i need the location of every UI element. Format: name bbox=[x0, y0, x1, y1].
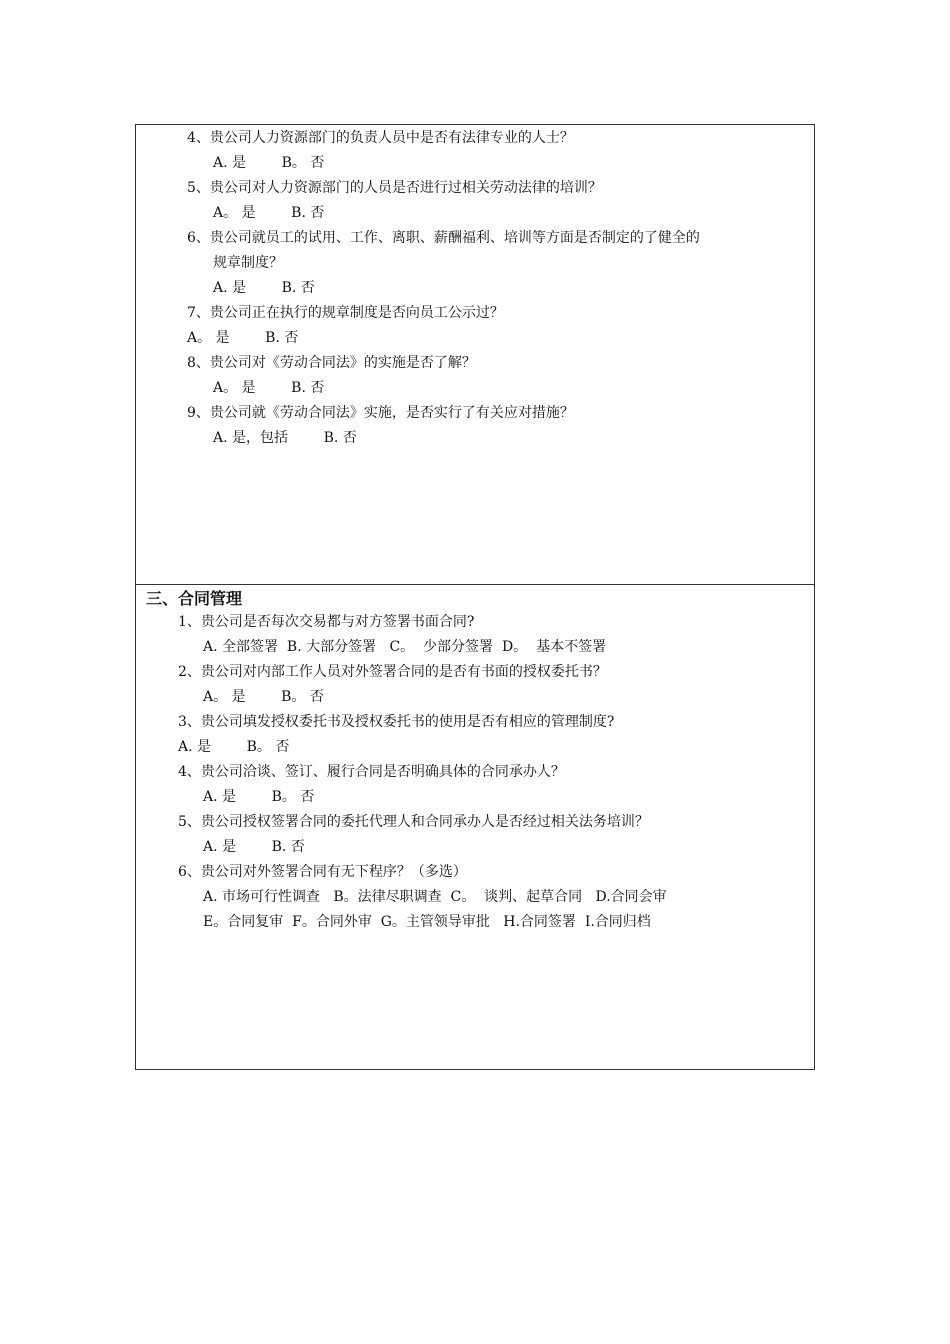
question-8: 8、贵公司对《劳动合同法》的实施是否了解？ bbox=[187, 355, 476, 371]
question-6: 6、贵公司就员工的试用、工作、离职、薪酬福利、培训等方面是否制定的了健全的 bbox=[187, 230, 700, 246]
question-5-options: A。 是 B. 否 bbox=[213, 205, 325, 221]
question-9: 9、贵公司就《劳动合同法》实施，是否实行了有关应对措施？ bbox=[187, 405, 574, 421]
question-9-options: A. 是，包括 B. 否 bbox=[213, 430, 357, 446]
questionnaire-table bbox=[135, 124, 815, 1070]
question-6-cont: 规章制度？ bbox=[213, 255, 283, 271]
contract-question-6: 6、贵公司对外签署合同有无下程序？（多选） bbox=[178, 864, 467, 880]
contract-question-5-options: A. 是 B. 否 bbox=[203, 839, 305, 855]
contract-question-3: 3、贵公司填发授权委托书及授权委托书的使用是否有相应的管理制度? bbox=[178, 714, 615, 730]
contract-question-2: 2、贵公司对内部工作人员对外签署合同的是否有书面的授权委托书？ bbox=[178, 664, 607, 680]
contract-question-1-options: A. 全部签署 B. 大部分签署 C。 少部分签署 D。 基本不签署 bbox=[203, 639, 607, 655]
question-8-options: A。 是 B. 否 bbox=[213, 380, 325, 396]
question-6-options: A. 是 B. 否 bbox=[213, 280, 315, 296]
question-7: 7、贵公司正在执行的规章制度是否向员工公示过？ bbox=[187, 305, 504, 321]
question-4: 4、贵公司人力资源部门的负责人员中是否有法律专业的人士？ bbox=[187, 130, 574, 146]
section-title: 三、合同管理 bbox=[146, 589, 243, 608]
hr-section-cell bbox=[136, 125, 814, 585]
contract-question-4-options: A. 是 B。 否 bbox=[203, 789, 315, 805]
contract-question-3-options: A. 是 B。 否 bbox=[178, 739, 290, 755]
question-4-options: A. 是 B。 否 bbox=[213, 155, 325, 171]
contract-question-1: 1、贵公司是否每次交易都与对方签署书面合同? bbox=[178, 614, 475, 630]
question-5: 5、贵公司对人力资源部门的人员是否进行过相关劳动法律的培训？ bbox=[187, 180, 602, 196]
contract-section-cell bbox=[136, 585, 814, 1069]
contract-question-6-options-row1: A. 市场可行性调查 B。法律尽职调查 C。 谈判、起草合同 D.合同会审 bbox=[203, 889, 667, 905]
contract-question-4: 4、贵公司洽谈、签订、履行合同是否明确具体的合同承办人？ bbox=[178, 764, 565, 780]
question-7-options: A。 是 B. 否 bbox=[187, 330, 299, 346]
contract-question-5: 5、贵公司授权签署合同的委托代理人和合同承办人是否经过相关法务培训？ bbox=[178, 814, 649, 830]
contract-question-2-options: A。 是 B。 否 bbox=[203, 689, 324, 705]
contract-question-6-options-row2: E。合同复审 F。合同外审 G。主管领导审批 H.合同签署 I.合同归档 bbox=[203, 914, 651, 930]
